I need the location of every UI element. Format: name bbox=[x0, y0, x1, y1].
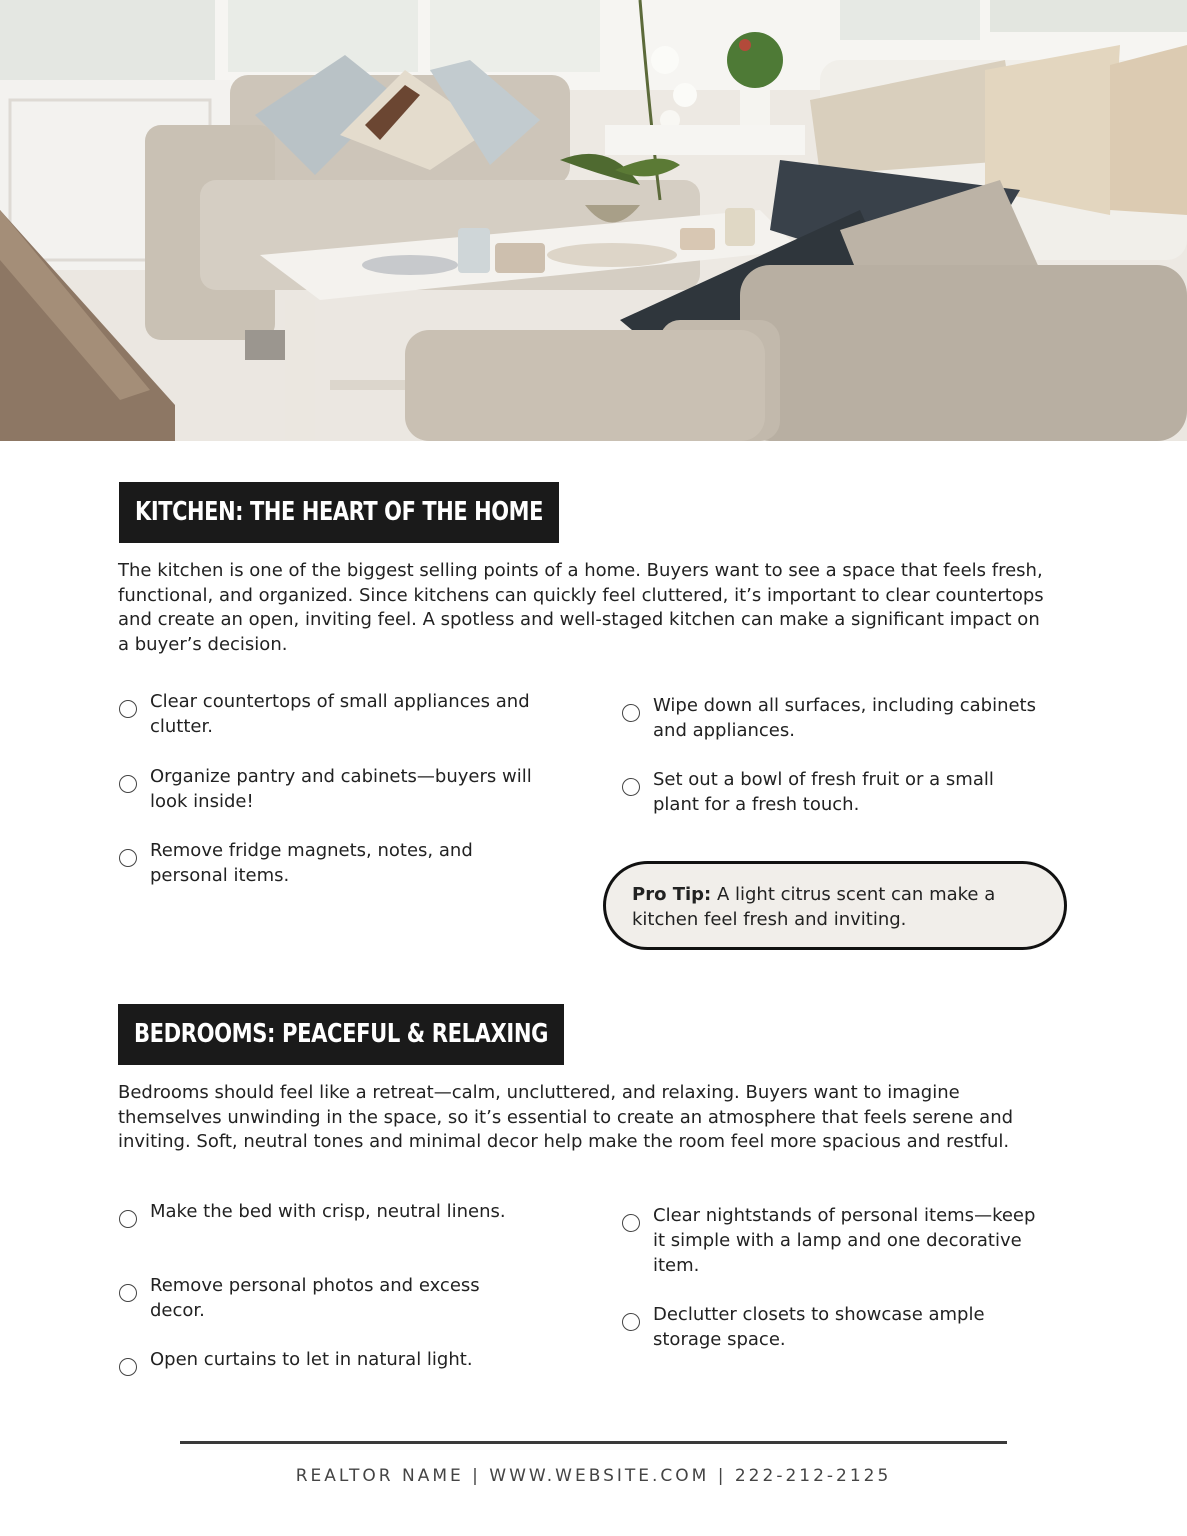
bedrooms-intro: Bedrooms should feel like a retreat—calm, uncluttered, and relaxing. Buyers want to imagine themselves unwinding in the space, so it’s essential to create an atmosphere that feels serene and inviting. Soft, neutral tones and minimal decor help make the room feel more spacious and restful. bbox=[118, 1082, 1014, 1153]
living-room-illustration bbox=[0, 0, 1187, 441]
pro-tip-label: Pro Tip: bbox=[632, 884, 712, 905]
kitchen-checklist-item[interactable] bbox=[119, 838, 539, 888]
checklist-item-text: Open curtains to let in natural light. bbox=[150, 1349, 473, 1370]
checklist-item-text: Organize pantry and cabinets—buyers will look inside! bbox=[150, 766, 532, 812]
checklist-item-text: Set out a bowl of fresh fruit or a small plant for a fresh touch. bbox=[653, 769, 994, 815]
pro-tip-text: A light citrus scent can make a kitchen feel fresh and inviting. bbox=[632, 884, 996, 930]
footer-divider bbox=[180, 1441, 1007, 1444]
checklist-item-text: Declutter closets to showcase ample storage space. bbox=[653, 1304, 985, 1350]
checklist-item-text: Clear countertops of small appliances and clutter. bbox=[150, 691, 530, 737]
kitchen-checklist-item[interactable] bbox=[119, 764, 539, 814]
checklist-item-text: Clear nightstands of personal items—keep it simple with a lamp and one decorative item. bbox=[653, 1205, 1036, 1276]
checkbox-circle-icon[interactable] bbox=[622, 1214, 640, 1232]
checkbox-circle-icon[interactable] bbox=[119, 1210, 137, 1228]
checkbox-circle-icon[interactable] bbox=[622, 704, 640, 722]
kitchen-checklist-item[interactable] bbox=[119, 689, 539, 739]
kitchen-heading: KITCHEN: THE HEART OF THE HOME bbox=[119, 482, 559, 543]
hero-photo bbox=[0, 0, 1187, 441]
bedrooms-checklist-item[interactable] bbox=[119, 1347, 539, 1376]
checklist-item-text: Make the bed with crisp, neutral linens. bbox=[150, 1201, 506, 1222]
kitchen-checklist-item[interactable] bbox=[622, 767, 1042, 817]
checkbox-circle-icon[interactable] bbox=[119, 849, 137, 867]
checkbox-circle-icon[interactable] bbox=[119, 1284, 137, 1302]
checkbox-circle-icon[interactable] bbox=[119, 775, 137, 793]
bedrooms-checklist-item[interactable] bbox=[119, 1273, 539, 1323]
footer-contact: REALTOR NAME | WWW.WEBSITE.COM | 222-212-2125 bbox=[295, 1466, 892, 1486]
bedrooms-checklist-item[interactable] bbox=[622, 1302, 1042, 1352]
bedrooms-heading: BEDROOMS: PEACEFUL & RELAXING bbox=[118, 1004, 564, 1065]
checkbox-circle-icon[interactable] bbox=[622, 1313, 640, 1331]
bedrooms-checklist-item[interactable] bbox=[622, 1203, 1042, 1278]
checkbox-circle-icon[interactable] bbox=[119, 1358, 137, 1376]
bedrooms-checklist-item[interactable] bbox=[119, 1199, 539, 1228]
checklist-item-text: Wipe down all surfaces, including cabinets and appliances. bbox=[653, 695, 1036, 741]
kitchen-checklist-item[interactable] bbox=[622, 693, 1042, 743]
kitchen-intro: The kitchen is one of the biggest selling points of a home. Buyers want to see a space that feels fresh, functional, and organized. Since kitchens can quickly feel cluttered, it’s important to clear countertops and create an open, inviting feel. A spotless and well-staged kitchen can make a significant impact on a buyer’s decision. bbox=[118, 560, 1044, 655]
pro-tip-callout bbox=[603, 861, 1067, 950]
checkbox-circle-icon[interactable] bbox=[119, 700, 137, 718]
checklist-item-text: Remove personal photos and excess decor. bbox=[150, 1275, 480, 1321]
checklist-item-text: Remove fridge magnets, notes, and personal items. bbox=[150, 840, 473, 886]
checkbox-circle-icon[interactable] bbox=[622, 778, 640, 796]
